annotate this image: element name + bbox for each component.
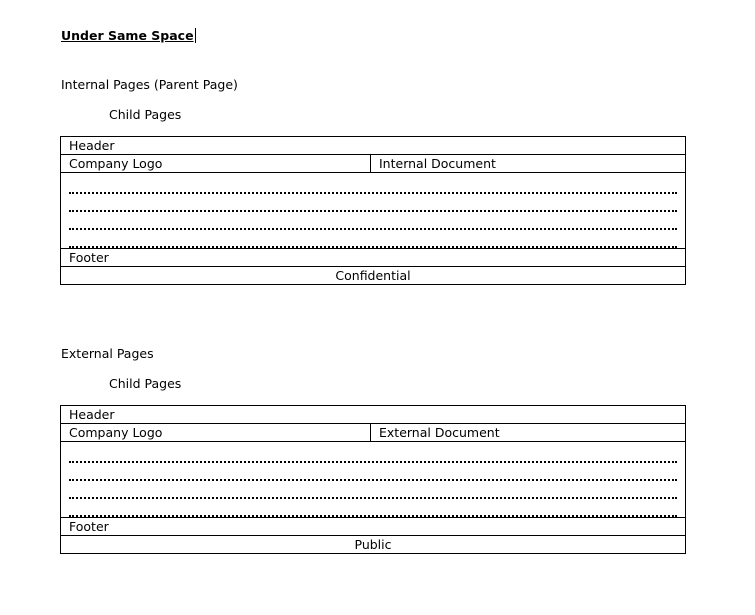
external-document-cell: External Document (371, 424, 686, 442)
internal-document-cell: Internal Document (371, 155, 686, 173)
table-row (61, 442, 686, 518)
dotted-line (69, 445, 677, 463)
internal-body-placeholder (61, 173, 686, 249)
external-pages-heading: External Pages (61, 346, 154, 361)
dotted-line (69, 230, 677, 248)
external-footer-cell: Footer (61, 518, 686, 536)
dotted-line (69, 499, 677, 517)
table-row (61, 406, 686, 424)
table-row (61, 137, 686, 155)
text-cursor (195, 28, 196, 43)
dotted-line (69, 463, 677, 481)
internal-classification-cell: Confidential (61, 267, 686, 285)
external-classification-cell: Public (61, 536, 686, 554)
internal-footer-cell: Footer (61, 249, 686, 267)
dotted-line (69, 481, 677, 499)
document-title[interactable] (61, 28, 196, 43)
internal-page-layout-table (60, 136, 686, 285)
table-row (61, 173, 686, 249)
table-row (61, 424, 686, 442)
external-child-pages-label: Child Pages (109, 376, 182, 391)
external-company-logo-cell: Company Logo (61, 424, 371, 442)
table-row (61, 249, 686, 267)
external-page-layout-table (60, 405, 686, 554)
table-row (61, 267, 686, 285)
table-row (61, 536, 686, 554)
table-row (61, 518, 686, 536)
internal-pages-heading: Internal Pages (Parent Page) (61, 77, 238, 92)
internal-company-logo-cell: Company Logo (61, 155, 371, 173)
document-title-text: Under Same Space (61, 28, 194, 43)
internal-child-pages-label: Child Pages (109, 107, 182, 122)
table-row (61, 155, 686, 173)
external-body-placeholder (61, 442, 686, 518)
internal-header-cell: Header (61, 137, 686, 155)
dotted-line (69, 212, 677, 230)
external-header-cell: Header (61, 406, 686, 424)
dotted-line (69, 176, 677, 194)
dotted-line (69, 194, 677, 212)
